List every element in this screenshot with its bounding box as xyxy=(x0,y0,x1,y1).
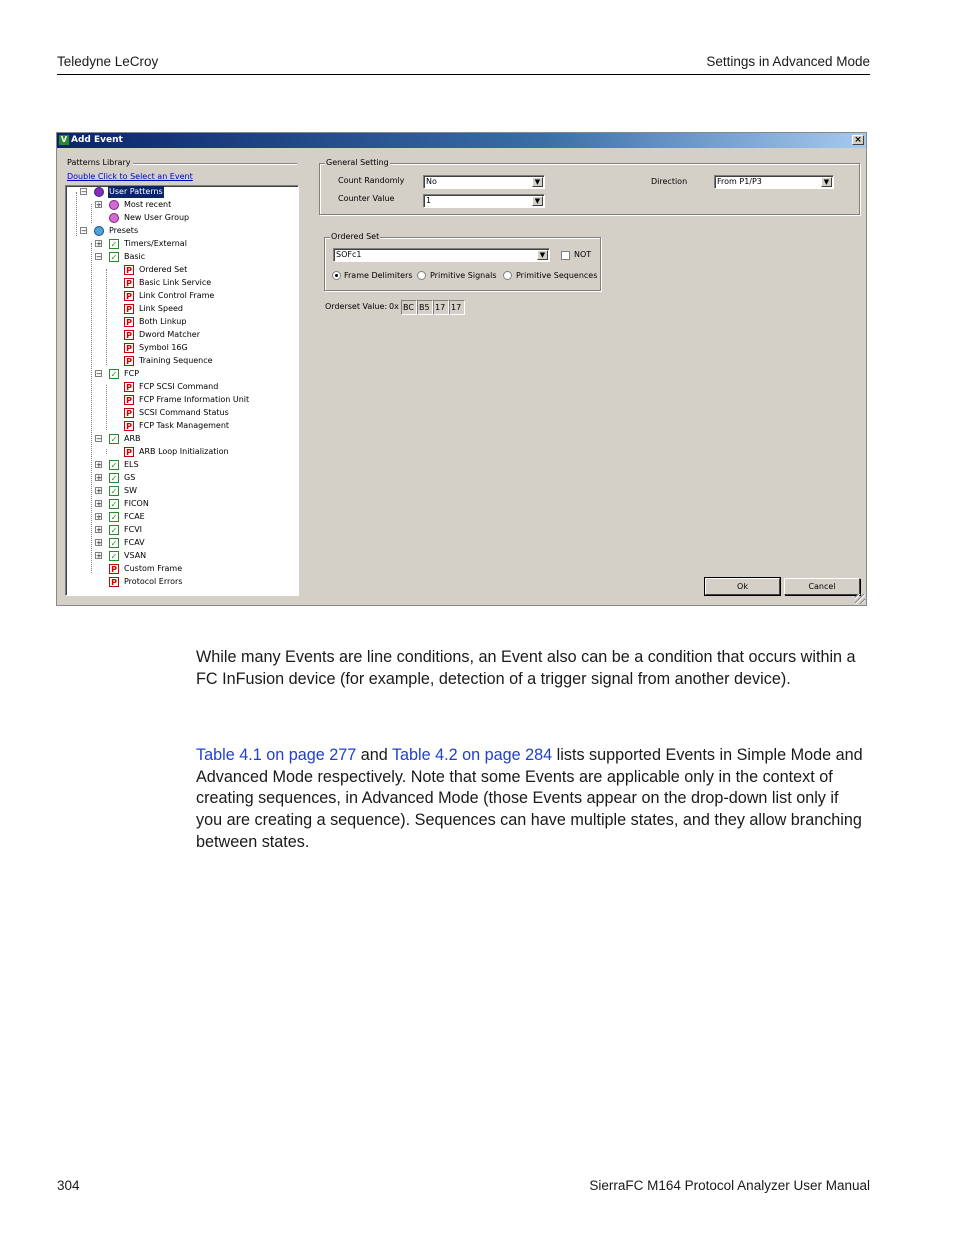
pattern-icon: P xyxy=(124,382,134,392)
orderset-byte: 17 xyxy=(449,300,465,315)
dialog-title: Add Event xyxy=(71,135,123,145)
pattern-icon: P xyxy=(124,395,134,405)
page-number: 304 xyxy=(57,1178,80,1193)
expand-icon[interactable]: + xyxy=(96,240,102,248)
expand-icon[interactable]: + xyxy=(96,539,102,547)
orderset-value-label: Orderset Value: xyxy=(325,302,388,311)
pattern-icon: P xyxy=(124,330,134,340)
primitive-signals-radio[interactable] xyxy=(417,271,426,280)
pattern-icon: P xyxy=(124,304,134,314)
pattern-icon: P xyxy=(124,421,134,431)
table-4-2-link[interactable]: Table 4.2 on page 284 xyxy=(391,746,553,764)
add-event-dialog xyxy=(56,132,867,606)
group-icon: ✓ xyxy=(110,552,118,561)
group-icon: ✓ xyxy=(110,513,118,522)
header-left: Teledyne LeCroy xyxy=(57,54,159,69)
group-icon: ✓ xyxy=(110,240,118,249)
collapse-icon[interactable]: − xyxy=(96,253,102,261)
app-icon: V xyxy=(60,135,68,144)
collapse-icon[interactable]: − xyxy=(81,227,87,235)
counter-value-label: Counter Value xyxy=(338,194,395,203)
group-icon: ✓ xyxy=(110,435,118,444)
divider xyxy=(133,163,297,165)
group-icon: ✓ xyxy=(110,526,118,535)
collapse-icon[interactable]: − xyxy=(96,370,102,378)
user-group-icon xyxy=(109,200,119,210)
general-setting-title: General Setting xyxy=(326,158,389,167)
pattern-icon: P xyxy=(124,343,134,353)
header-right: Settings in Advanced Mode xyxy=(706,54,870,69)
patterns-tree[interactable]: − User Patterns + Most recent New User Group − Presets + ✓ Timers/External − ✓ Basic P Ordered Set P Basic Link Service P Link Control Frame P Link Speed P Both Linkup P Dword Matcher P Symbol 16G P Training Sequence − ✓ FCP P FCP SCSI Command P FCP Frame Information Unit P SCSI Command Status P FCP Task Management − ✓ ARB P ARB Loop Initialization + ✓ ELS + ✓ GS + ✓ SW + ✓ FICON + ✓ FCAE + ✓ FCVI + ✓ FCAV + ✓ VSAN P Custom Frame P Protocol Errors xyxy=(65,185,299,596)
group-icon: ✓ xyxy=(110,370,118,379)
orderset-byte: BC xyxy=(401,300,417,315)
dialog-titlebar[interactable] xyxy=(57,133,866,148)
close-icon[interactable]: × xyxy=(852,135,864,145)
orderset-byte: B5 xyxy=(417,300,433,315)
expand-icon[interactable]: + xyxy=(96,513,102,521)
body-paragraph-2: Table 4.1 on page 277 and Table 4.2 on page 284 lists supported Events in Simple Mode and Advanced Mode respectively. Note that some Events are applicable only in the context of creating sequences, in Advanced Mode (those Events appear on the drop-down list only if you are creating a sequence). Sequences can have multiple states, and they allow branching between states. xyxy=(196,746,863,851)
expand-icon[interactable]: + xyxy=(96,461,102,469)
expand-icon[interactable]: + xyxy=(96,526,102,534)
pattern-icon: P xyxy=(124,317,134,327)
direction-label: Direction xyxy=(651,177,688,186)
manual-title: SierraFC M164 Protocol Analyzer User Manual xyxy=(589,1178,870,1193)
orderset-prefix: 0x xyxy=(389,302,399,311)
frame-delimiters-radio[interactable] xyxy=(332,271,341,280)
count-randomly-select[interactable]: No ▼ xyxy=(423,175,545,189)
ordered-set-title: Ordered Set xyxy=(331,232,380,241)
primitive-sequences-label: Primitive Sequences xyxy=(516,271,598,280)
count-randomly-label: Count Randomly xyxy=(338,176,405,185)
pattern-icon: P xyxy=(124,265,134,275)
not-label: NOT xyxy=(574,250,592,259)
group-icon: ✓ xyxy=(110,539,118,548)
direction-select[interactable]: From P1/P3 ▼ xyxy=(714,175,834,189)
not-checkbox[interactable] xyxy=(561,251,570,260)
frame-delimiters-label: Frame Delimiters xyxy=(344,271,413,280)
group-icon: ✓ xyxy=(110,461,118,470)
counter-value-stepper[interactable]: 1 ▼ xyxy=(423,194,545,208)
collapse-icon[interactable]: − xyxy=(81,188,87,196)
cancel-button[interactable]: Cancel xyxy=(784,578,860,595)
body-paragraph-1: While many Events are line conditions, an Event also can be a condition that occurs within a FC InFusion device (for example, detection of a trigger signal from another device). xyxy=(196,648,856,688)
chevron-down-icon[interactable]: ▼ xyxy=(532,177,543,187)
table-4-1-link[interactable]: Table 4.1 on page 277 xyxy=(196,746,357,764)
group-icon: ✓ xyxy=(110,487,118,496)
ordered-set-group xyxy=(324,232,601,291)
pattern-icon: P xyxy=(124,356,134,366)
pattern-icon: P xyxy=(109,577,119,587)
patterns-library-label: Patterns Library xyxy=(67,158,131,167)
pattern-icon: P xyxy=(124,408,134,418)
group-icon: ✓ xyxy=(110,474,118,483)
pattern-icon: P xyxy=(124,291,134,301)
chevron-down-icon[interactable]: ▼ xyxy=(537,250,548,260)
general-setting-group xyxy=(319,158,860,215)
expand-icon[interactable]: + xyxy=(96,500,102,508)
presets-icon xyxy=(94,226,104,236)
pattern-icon: P xyxy=(109,564,119,574)
primitive-sequences-radio[interactable] xyxy=(503,271,512,280)
user-group-icon xyxy=(109,213,119,223)
ok-button[interactable]: Ok xyxy=(705,578,780,595)
expand-icon[interactable]: + xyxy=(96,487,102,495)
group-icon: ✓ xyxy=(110,500,118,509)
orderset-byte: 17 xyxy=(433,300,449,315)
group-icon: ✓ xyxy=(110,253,118,262)
expand-icon[interactable]: + xyxy=(96,552,102,560)
chevron-down-icon[interactable]: ▼ xyxy=(532,196,543,206)
pattern-icon: P xyxy=(124,278,134,288)
chevron-down-icon[interactable]: ▼ xyxy=(821,177,832,187)
select-event-hint: Double Click to Select an Event xyxy=(67,172,193,181)
expand-icon[interactable]: + xyxy=(96,474,102,482)
expand-icon[interactable]: + xyxy=(96,201,102,209)
primitive-signals-label: Primitive Signals xyxy=(430,271,497,280)
ordered-set-select[interactable]: SOFc1 ▼ xyxy=(333,248,550,262)
collapse-icon[interactable]: − xyxy=(96,435,102,443)
header-rule xyxy=(57,74,870,75)
globe-icon xyxy=(94,187,104,197)
resize-grip-icon[interactable] xyxy=(855,594,865,604)
pattern-icon: P xyxy=(124,447,134,457)
